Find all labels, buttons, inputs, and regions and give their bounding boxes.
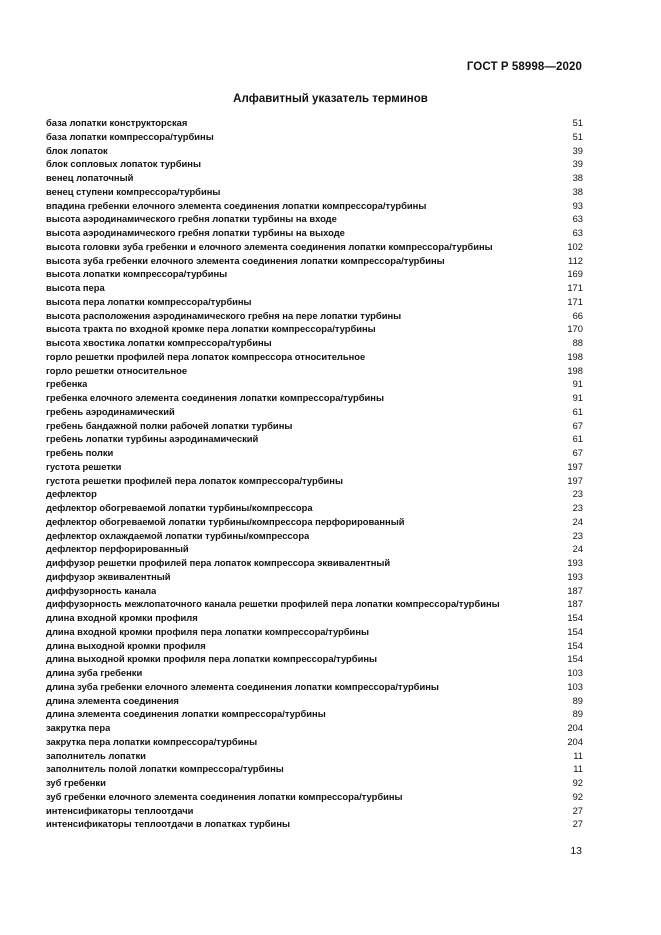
index-entry bbox=[46, 652, 583, 666]
index-term: диффузорность межлопаточного канала решетки профилей пера лопатки компрессора/турбины bbox=[46, 598, 500, 610]
index-term: высота тракта по входной кромке пера лопатки компрессора/турбины bbox=[46, 323, 376, 335]
index-entry bbox=[46, 735, 583, 749]
index-entry bbox=[46, 570, 583, 584]
index-entry bbox=[46, 295, 583, 309]
index-page-ref: 89 bbox=[572, 708, 583, 720]
index-term: гребенка bbox=[46, 378, 88, 390]
index-page-ref: 63 bbox=[572, 213, 583, 225]
index-entry bbox=[46, 377, 583, 391]
index-term: высота головки зуба гребенки и елочного элемента соединения лопатки компрессора/турбины bbox=[46, 240, 493, 252]
index-entry bbox=[46, 790, 583, 804]
index-entry bbox=[46, 776, 583, 790]
index-term: закрутка пера bbox=[46, 722, 111, 733]
index-entry bbox=[46, 515, 583, 529]
index-term: высота зуба гребенки елочного элемента соединения лопатки компрессора/турбины bbox=[46, 254, 445, 266]
index-page-ref: 197 bbox=[567, 460, 583, 472]
index-term: дефлектор охлаждаемой лопатки турбины/компрессора bbox=[46, 529, 310, 541]
index-page-ref: 67 bbox=[572, 419, 583, 431]
index-entry bbox=[46, 804, 583, 818]
index-term: диффузор решетки профилей пера лопаток компрессора эквивалентный bbox=[46, 557, 391, 568]
index-entry bbox=[46, 721, 583, 735]
index-page-ref: 193 bbox=[567, 570, 583, 582]
index-page-ref: 23 bbox=[572, 502, 583, 513]
index-entry bbox=[46, 144, 583, 158]
index-term: густота решетки bbox=[46, 460, 122, 472]
index-page-ref: 63 bbox=[572, 227, 583, 238]
index-entry bbox=[46, 405, 583, 419]
index-term: диффузор эквивалентный bbox=[46, 570, 171, 582]
index-term: венец лопаточный bbox=[46, 172, 134, 183]
index-page-ref: 170 bbox=[567, 323, 583, 335]
index-entry bbox=[46, 597, 583, 611]
index-entry bbox=[46, 694, 583, 708]
index-entry bbox=[46, 474, 583, 488]
index-page-ref: 102 bbox=[567, 240, 583, 252]
index-term: гребень полки bbox=[46, 447, 114, 458]
index-term: база лопатки конструкторская bbox=[46, 117, 188, 128]
index-page-ref: 11 bbox=[573, 749, 583, 761]
index-entry bbox=[46, 267, 583, 281]
index-entry bbox=[46, 432, 583, 446]
index-page-ref: 88 bbox=[572, 337, 583, 348]
index-term: длина зуба гребенки елочного элемента соединения лопатки компрессора/турбины bbox=[46, 680, 439, 692]
index-page-ref: 91 bbox=[572, 378, 583, 390]
index-term: гребень бандажной полки рабочей лопатки турбины bbox=[46, 419, 293, 431]
index-entry bbox=[46, 460, 583, 474]
index-term: зуб гребенки bbox=[46, 777, 106, 788]
index-page-ref: 61 bbox=[572, 405, 583, 417]
index-page-ref: 38 bbox=[572, 172, 583, 183]
index-page-ref: 204 bbox=[567, 722, 583, 733]
index-entry bbox=[46, 212, 583, 226]
index-page-ref: 187 bbox=[567, 584, 583, 596]
index-page-ref: 103 bbox=[567, 680, 583, 692]
index-term: блок сопловых лопаток турбины bbox=[46, 158, 201, 170]
index-entry bbox=[46, 130, 583, 144]
index-page-ref: 193 bbox=[567, 557, 583, 568]
index-term: заполнитель полой лопатки компрессора/турбины bbox=[46, 763, 284, 775]
index-entry bbox=[46, 171, 583, 185]
index-entry bbox=[46, 419, 583, 433]
index-entry bbox=[46, 749, 583, 763]
index-term: заполнитель лопатки bbox=[46, 749, 146, 761]
index-entry bbox=[46, 309, 583, 323]
index-term: интенсификаторы теплоотдачи в лопатках турбины bbox=[46, 818, 290, 830]
index-page-ref: 154 bbox=[567, 653, 583, 665]
index-page-ref: 103 bbox=[567, 667, 583, 678]
index-page-ref: 24 bbox=[572, 543, 583, 555]
index-term: длина элемента соединения лопатки компрессора/турбины bbox=[46, 708, 326, 720]
index-term: закрутка пера лопатки компрессора/турбины bbox=[46, 735, 258, 747]
index-page-ref: 198 bbox=[567, 364, 583, 376]
index-term: гребень аэродинамический bbox=[46, 405, 175, 417]
index-page-ref: 154 bbox=[567, 625, 583, 637]
index-page-ref: 66 bbox=[572, 309, 583, 321]
index-term: горло решетки относительное bbox=[46, 364, 188, 376]
index-page-ref: 169 bbox=[567, 268, 583, 280]
index-entry bbox=[46, 336, 583, 350]
index-entry bbox=[46, 254, 583, 268]
index-entry bbox=[46, 116, 583, 130]
index-entry bbox=[46, 625, 583, 639]
index-term: длина зуба гребенки bbox=[46, 667, 143, 678]
index-entry bbox=[46, 611, 583, 625]
index-page-ref: 197 bbox=[567, 474, 583, 486]
index-page-ref: 89 bbox=[572, 694, 583, 706]
index-term: интенсификаторы теплоотдачи bbox=[46, 804, 194, 816]
index-page-ref: 27 bbox=[572, 804, 583, 816]
index-term: дефлектор обогреваемой лопатки турбины/компрессора bbox=[46, 502, 313, 513]
index-term: густота решетки профилей пера лопаток компрессора/турбины bbox=[46, 474, 343, 486]
index-page-ref: 61 bbox=[572, 433, 583, 445]
index-entry bbox=[46, 542, 583, 556]
index-page-ref: 154 bbox=[567, 639, 583, 651]
index-term: дефлектор bbox=[46, 488, 97, 500]
index-term: впадина гребенки елочного элемента соединения лопатки компрессора/турбины bbox=[46, 199, 427, 211]
index-entry bbox=[46, 680, 583, 694]
index-page-ref: 204 bbox=[567, 735, 583, 747]
page-number: 13 bbox=[570, 845, 582, 857]
index-term: длина выходной кромки профиля пера лопатки компрессора/турбины bbox=[46, 653, 377, 665]
index-page-ref: 112 bbox=[568, 254, 583, 266]
index-term: венец ступени компрессора/турбины bbox=[46, 185, 221, 197]
index-term: высота лопатки компрессора/турбины bbox=[46, 268, 228, 280]
term-index-list bbox=[46, 116, 583, 831]
index-entry bbox=[46, 281, 583, 295]
index-page-ref: 187 bbox=[567, 598, 583, 610]
index-page-ref: 39 bbox=[572, 158, 583, 170]
index-entry bbox=[46, 157, 583, 171]
index-term: дефлектор обогреваемой лопатки турбины/компрессора перфорированный bbox=[46, 515, 405, 527]
index-page-ref: 27 bbox=[572, 818, 583, 830]
index-entry bbox=[46, 584, 583, 598]
index-entry bbox=[46, 226, 583, 240]
index-term: длина выходной кромки профиля bbox=[46, 639, 206, 651]
index-page-ref: 51 bbox=[572, 130, 583, 142]
index-page-ref: 198 bbox=[567, 350, 583, 362]
index-term: гребень лопатки турбины аэродинамический bbox=[46, 433, 259, 445]
index-page-ref: 23 bbox=[572, 529, 583, 541]
index-entry bbox=[46, 529, 583, 543]
index-entry bbox=[46, 666, 583, 680]
index-entry bbox=[46, 707, 583, 721]
index-entry bbox=[46, 350, 583, 364]
index-term: длина входной кромки профиля пера лопатки компрессора/турбины bbox=[46, 625, 369, 637]
index-term: высота расположения аэродинамического гребня на пере лопатки турбины bbox=[46, 309, 402, 321]
index-entry bbox=[46, 817, 583, 831]
index-term: высота пера bbox=[46, 282, 105, 293]
index-page-ref: 154 bbox=[567, 612, 583, 623]
index-term: горло решетки профилей пера лопаток компрессора относительное bbox=[46, 350, 366, 362]
index-entry bbox=[46, 487, 583, 501]
index-page-ref: 67 bbox=[572, 447, 583, 458]
index-page-ref: 171 bbox=[567, 282, 583, 293]
index-entry bbox=[46, 639, 583, 653]
index-term: диффузорность канала bbox=[46, 584, 157, 596]
standard-designation: ГОСТ Р 58998—2020 bbox=[466, 61, 582, 73]
index-page-ref: 39 bbox=[572, 144, 583, 156]
index-term: длина входной кромки профиля bbox=[46, 612, 198, 623]
index-term: высота аэродинамического гребня лопатки турбины на входе bbox=[46, 213, 337, 225]
index-page-ref: 92 bbox=[572, 777, 583, 788]
index-page-ref: 38 bbox=[572, 185, 583, 197]
index-page-ref: 11 bbox=[573, 763, 583, 775]
index-page-ref: 91 bbox=[572, 392, 583, 403]
index-page-ref: 24 bbox=[572, 515, 583, 527]
index-term: зуб гребенки елочного элемента соединения лопатки компрессора/турбины bbox=[46, 790, 403, 802]
index-term: высота аэродинамического гребня лопатки турбины на выходе bbox=[46, 227, 345, 238]
index-entry bbox=[46, 446, 583, 460]
index-term: высота пера лопатки компрессора/турбины bbox=[46, 295, 252, 307]
index-term: длина элемента соединения bbox=[46, 694, 179, 706]
index-entry bbox=[46, 762, 583, 776]
index-entry bbox=[46, 391, 583, 405]
index-page-ref: 171 bbox=[567, 295, 583, 307]
index-entry bbox=[46, 199, 583, 213]
index-page-ref: 51 bbox=[572, 117, 583, 128]
index-term: дефлектор перфорированный bbox=[46, 543, 189, 555]
index-term: гребенка елочного элемента соединения лопатки компрессора/турбины bbox=[46, 392, 384, 403]
index-entry bbox=[46, 185, 583, 199]
index-entry bbox=[46, 322, 583, 336]
index-page-ref: 93 bbox=[572, 199, 583, 211]
index-term: блок лопаток bbox=[46, 144, 108, 156]
index-term: база лопатки компрессора/турбины bbox=[46, 130, 214, 142]
index-page-ref: 23 bbox=[572, 488, 583, 500]
index-entry bbox=[46, 364, 583, 378]
index-entry bbox=[46, 556, 583, 570]
index-page-ref: 92 bbox=[572, 790, 583, 802]
index-entry bbox=[46, 240, 583, 254]
section-title: Алфавитный указатель терминов bbox=[233, 93, 428, 105]
index-term: высота хвостика лопатки компрессора/турбины bbox=[46, 337, 272, 348]
index-entry bbox=[46, 501, 583, 515]
